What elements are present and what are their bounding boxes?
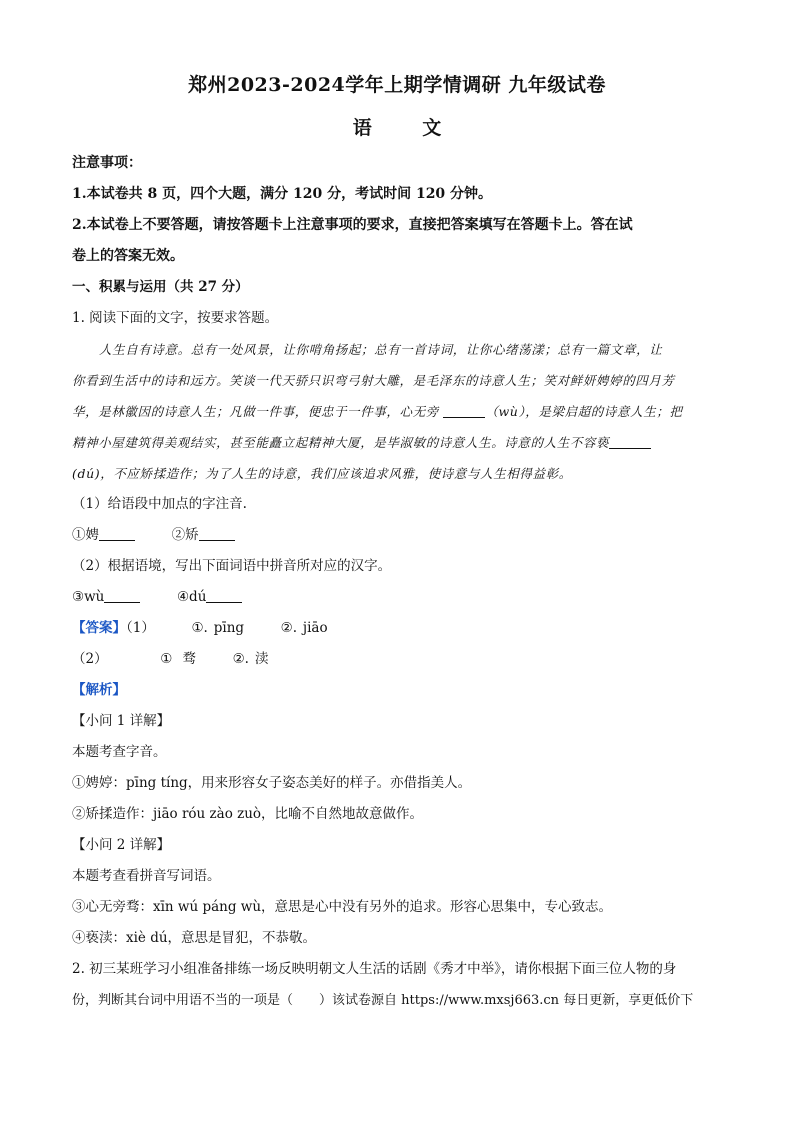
sub-question-1-blanks (72, 520, 722, 551)
sub-question-2: （2）根据语境，写出下面词语中拼音所对应的汉字。 (72, 558, 392, 574)
answer-2b-text: 渎 (254, 651, 269, 667)
answer-blank-wu (443, 403, 485, 418)
exam-title: 郑州2023-2024学年上期学情调研 九年级试卷 (188, 74, 606, 96)
detail-2-line-3: ④亵渎：xiè dú，意思是冒犯，不恭敬。 (72, 930, 317, 946)
answer-blank-jiao (199, 526, 235, 541)
detail-1-line-2: ①娉婷：pīng tíng，用来形容女子姿态美好的样子。亦借指美人。 (72, 775, 472, 791)
detail-2-label: 【小问 2 详解】 (72, 837, 171, 853)
answer-blank-wu-2 (104, 588, 140, 603)
sub-question-2-blanks (72, 582, 722, 613)
answer-blank-du-2 (206, 588, 242, 603)
blank-label-wu: ③wù (72, 589, 105, 605)
detail-2-line-2: ③心无旁骛：xīn wú páng wù，意思是心中没有另外的追求。形容心思集中，专心致志。 (72, 899, 613, 915)
passage-line-1: 人生自有诗意。总有一处风景，让你啃角扬起；总有一首诗词，让你心绪荡漾；总有一篇文章，让 (99, 342, 663, 357)
passage-line-4-text: 精神小屋建筑得美观结实，甚至能矗立起精神大厦，是毕淑敏的诗意人生。诗意的人生不容亵 (72, 435, 610, 450)
answer-1a-text: pīng (213, 620, 245, 636)
answer-1b-text: jiāo (302, 620, 328, 636)
question-1-stem: 1. 阅读下面的文字，按要求答题。 (72, 310, 279, 326)
answer-1-number: （1） (126, 620, 155, 636)
answer-1b-marker: ②. (280, 620, 298, 636)
answer-1a-marker: ①. (191, 620, 208, 636)
passage-line-2: 你看到生活中的诗和远方。笑谈一代天骄只识弯弓射大雕，是毛泽东的诗意人生；笑对鲜妍娉婷的四月芳 (72, 373, 675, 388)
question-2-line-1: 2. 初三某班学习小组准备排练一场反映明朝文人生活的话剧《秀才中举》，请你根据下面三位人物的身 (72, 961, 677, 977)
notice-heading: 注意事项： (72, 155, 142, 171)
detail-2-line-1: 本题考查看拼音写词语。 (72, 868, 221, 884)
answer-blank-du (609, 434, 651, 449)
detail-1-line-3: ②矫揉造作：jiāo róu zào zuò，比喻不自然地故意做作。 (72, 806, 424, 822)
blank-label-du: ④dú (176, 589, 207, 605)
sub-question-1: （1）给语段中加点的字注音. (72, 496, 247, 512)
answer-label: 【答案】 (72, 620, 126, 636)
answer-blank-ping (99, 526, 135, 541)
detail-1-line-1: 本题考查字音。 (72, 744, 167, 760)
notice-item-2-line-1: 2.本试卷上不要答题，请按答题卡上注意事项的要求，直接把答案填写在答题卡上。答在试 (72, 217, 633, 233)
answer-line-2 (72, 644, 722, 675)
answer-2-number: （2） (72, 651, 108, 667)
question-2-line-2-tail: 每日更新，享更低价下 (563, 993, 694, 1008)
passage-line-3-start: 华，是林徽因的诗意人生；凡做一件事，便忠于一件事，心无旁 (72, 404, 439, 419)
answer-line-1 (72, 613, 722, 644)
notice-item-2-line-2: 卷上的答案无效。 (72, 248, 184, 264)
subject-title: 语 文 (352, 117, 464, 139)
answer-2a-marker: ① (160, 651, 173, 667)
source-url-link[interactable]: https://www.mxsj663.cn (401, 993, 560, 1008)
exam-body (72, 148, 722, 1016)
passage-line-3 (72, 396, 722, 427)
section-1-heading: 一、积累与运用（共 27 分） (72, 279, 249, 295)
blank-label-ping: ①娉 (72, 527, 99, 543)
answer-2b-marker: ②. (232, 651, 249, 667)
detail-1-label: 【小问 1 详解】 (72, 713, 171, 729)
analysis-label: 【解析】 (72, 682, 126, 698)
answer-2a-text: 骛 (182, 651, 196, 667)
question-2-line-2 (72, 985, 722, 1016)
blank-label-jiao: ②矫 (171, 527, 199, 543)
passage-line-5: (dú)，不应矫揉造作；为了人生的诗意，我们应该追求风雅，使诗意与人生相得益彰。 (72, 466, 572, 481)
question-2-line-2-text: 份，判断其台词中用语不当的一项是（ ）该试卷源自 (72, 993, 398, 1008)
passage-line-3-end: （wù），是梁启超的诗意人生；把 (485, 404, 683, 419)
passage-line-4 (72, 427, 722, 458)
notice-item-1: 1.本试卷共 8 页，四个大题，满分 120 分，考试时间 120 分钟。 (72, 186, 493, 202)
